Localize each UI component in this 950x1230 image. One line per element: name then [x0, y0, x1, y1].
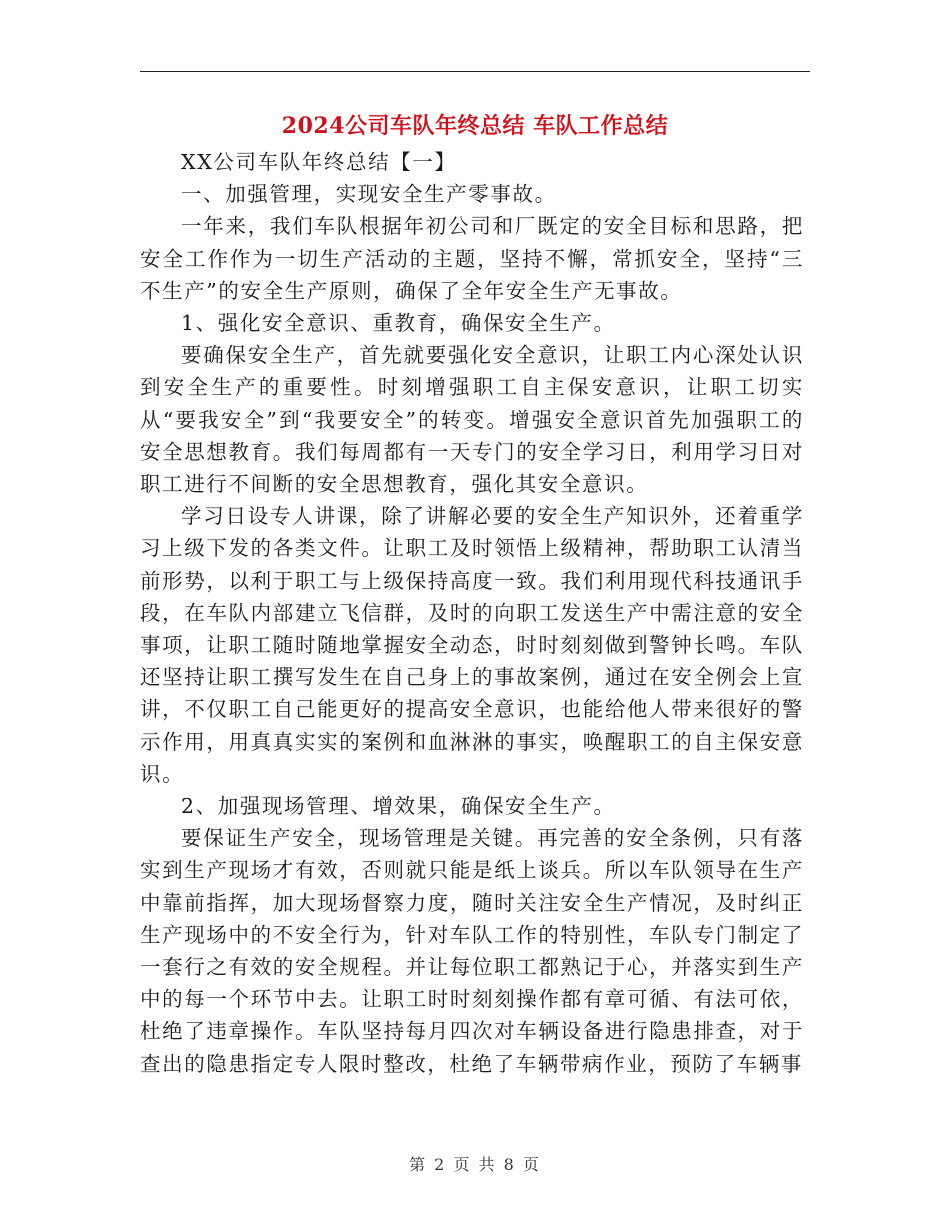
subsection-heading: 1、强化安全意识、重教育，确保安全生产。	[181, 311, 616, 336]
subsection-heading: 一、加强管理，实现安全生产零事故。	[181, 182, 557, 207]
body-paragraph: 学习日设专人讲课，除了讲解必要的安全生产知识外，还着重学习上级下发的各类文件。让职工及时领悟上级精神，帮助职工认清当前形势，以利于职工与上级保持高度一致。我们利用现代科技通讯手段，在车队内部建立飞信群，及时的向职工发送生产中需注意的安全事项，让职工随时随地掌握安全动态，时时刻刻做到警钟长鸣。车队还坚持让职工撰写发生在自己身上的事故案例，通过在安全例会上宣讲，不仅职工自己能更好的提高安全意识，也能给他人带来很好的警示作用，用真真实实的案例和血淋淋的事实，唤醒职工的自主保安意识。	[140, 504, 804, 786]
document-title: 2024公司车队年终总结 车队工作总结	[281, 113, 669, 139]
header-rule	[140, 71, 810, 72]
body-paragraph: 要确保安全生产，首先就要强化安全意识，让职工内心深处认识到安全生产的重要性。时刻增强职工自主保安意识，让职工切实从“要我安全”到“我要安全”的转变。增强安全意识首先加强职工的安全思想教育。我们每周都有一天专门的安全学习日，利用学习日对职工进行不间断的安全思想教育，强化其安全意识。	[140, 343, 804, 497]
document-body	[140, 146, 804, 1080]
subsection-heading: 2、加强现场管理、增效果，确保安全生产。	[181, 794, 616, 819]
section-heading: XX公司车队年终总结【一】	[181, 150, 457, 174]
body-paragraph: 要保证生产安全，现场管理是关键。再完善的安全条例，只有落实到生产现场才有效，否则就只能是纸上谈兵。所以车队领导在生产中靠前指挥，加大现场督察力度，随时关注安全生产情况，及时纠正生产现场中的不安全行为，针对车队工作的特别性，车队专门制定了一套行之有效的安全规程。并让每位职工都熟记于心，并落实到生产中的每一个环节中去。让职工时时刻刻操作都有章可循、有法可依，杜绝了违章操作。车队坚持每月四次对车辆设备进行隐患排查，对于查出的隐患指定专人限时整改，杜绝了车辆带病作业，预防了车辆事	[140, 826, 804, 1076]
body-paragraph: 一年来，我们车队根据年初公司和厂既定的安全目标和思路，把安全工作作为一切生产活动的主题，坚持不懈，常抓安全，坚持“三不生产”的安全生产原则，确保了全年安全生产无事故。	[140, 214, 804, 303]
page-number: 第 2 页 共 8 页	[409, 1155, 541, 1174]
